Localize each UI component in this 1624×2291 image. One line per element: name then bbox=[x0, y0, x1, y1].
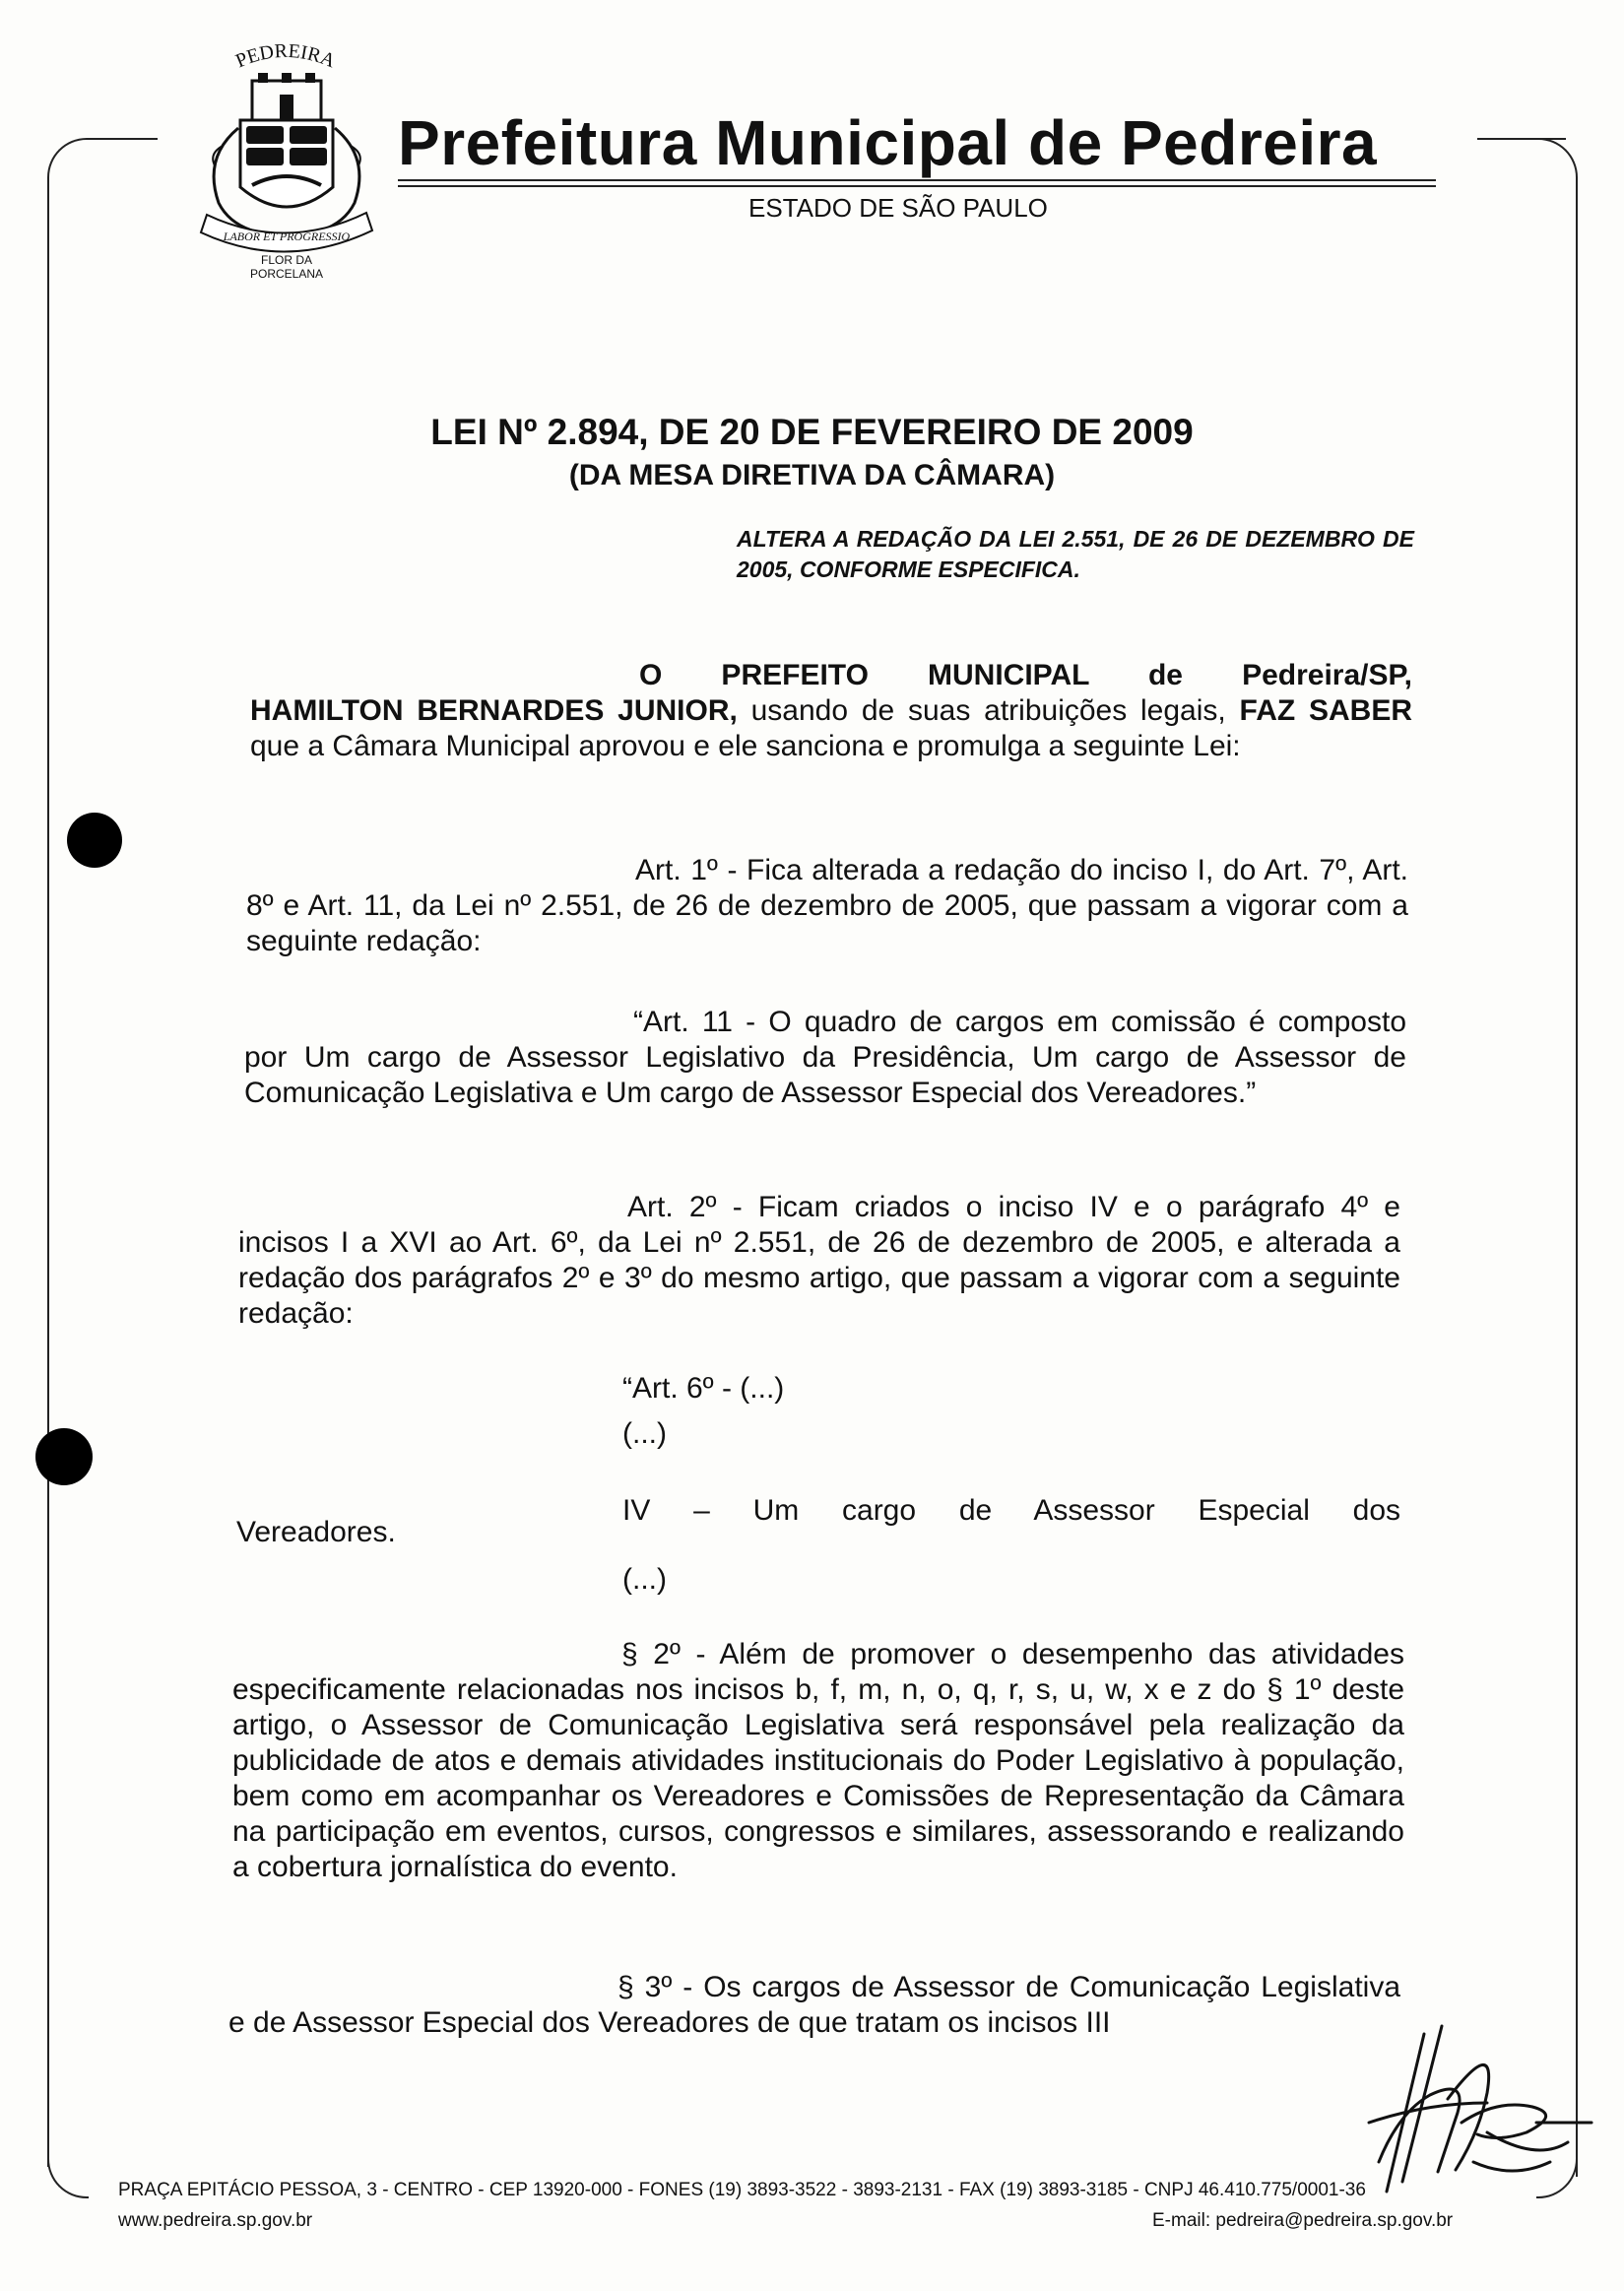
title-underline-1 bbox=[398, 179, 1436, 181]
article-1: Art. 1º - Fica alterada a redação do inciso I, do Art. 7º, Art. 8º e Art. 11, da Lei nº 2.551, de 26 de dezembro de 2005, que passam a vigorar com a seguinte redação: bbox=[246, 854, 1408, 957]
preamble-first-line: O PREFEITO MUNICIPAL de Pedreira/SP, bbox=[639, 659, 1412, 691]
handwritten-signature bbox=[1339, 2004, 1595, 2201]
preamble-text-1: usando de suas atribuições legais, bbox=[737, 694, 1240, 727]
ellipsis-1: (...) bbox=[622, 1417, 667, 1450]
binder-hole-1 bbox=[67, 813, 122, 868]
article-2: Art. 2º - Ficam criados o inciso IV e o parágrafo 4º e incisos I a XVI ao Art. 6º, da Lei nº 2.551, de 26 de dezembro de 2005, e alterada a redação dos parágrafos 2º e 3º do mesmo artigo, que passam a vigorar com a seguinte redação: bbox=[238, 1191, 1400, 1330]
frame-corner-bottom-left bbox=[47, 2157, 89, 2198]
binder-hole-2 bbox=[35, 1428, 93, 1485]
law-ementa: ALTERA A REDAÇÃO DA LEI 2.551, DE 26 DE DEZEMBRO DE 2005, CONFORME ESPECIFICA. bbox=[737, 526, 1414, 582]
municipal-coat-of-arms bbox=[167, 30, 404, 286]
footer-email[interactable]: E-mail: pedreira@pedreira.sp.gov.br bbox=[1152, 2210, 1454, 2231]
ellipsis-2: (...) bbox=[622, 1563, 667, 1596]
frame-corner-top-left bbox=[47, 138, 89, 179]
mayor-name: HAMILTON BERNARDES JUNIOR, bbox=[250, 694, 738, 727]
article-6-heading: “Art. 6º - (...) bbox=[622, 1372, 785, 1405]
article-11-quote: “Art. 11 - O quadro de cargos em comissão é composto por Um cargo de Assessor Legislativo da Presidência, Um cargo de Assessor de Comunicação Legislativa e Um cargo de Assessor Especial dos Vereadores.” bbox=[244, 1006, 1406, 1109]
faz-saber: FAZ SABER bbox=[1239, 694, 1412, 727]
letterhead-state: ESTADO DE SÃO PAULO bbox=[748, 193, 1048, 223]
law-title: LEI Nº 2.894, DE 20 DE FEVEREIRO DE 2009 bbox=[430, 412, 1194, 452]
footer-address: PRAÇA EPITÁCIO PESSOA, 3 - CENTRO - CEP 13920-000 - FONES (19) 3893-3522 - 3893-2131 - FAX (19) 3893-3185 - CNPJ 46.410.775/0001-36 bbox=[118, 2180, 1366, 2200]
seal-caption-line-2: PORCELANA bbox=[249, 267, 324, 281]
seal-caption-line-1: FLOR DA bbox=[260, 253, 313, 267]
preamble-paragraph bbox=[250, 658, 1412, 764]
frame-top-left-line bbox=[89, 138, 158, 140]
preamble-text-2: que a Câmara Municipal aprovou e ele sanciona e promulga a seguinte Lei: bbox=[250, 730, 1241, 762]
frame-top-right-line bbox=[1477, 138, 1566, 140]
title-underline-2 bbox=[398, 185, 1436, 187]
letterhead-title: Prefeitura Municipal de Pedreira bbox=[398, 107, 1378, 178]
inciso-iv-continuation: Vereadores. bbox=[236, 1516, 396, 1548]
paragraph-2: § 2º - Além de promover o desempenho das atividades especificamente relacionadas nos incisos b, f, m, n, o, q, r, s, u, w, x e z do § 1º deste artigo, o Assessor de Comunicação Legislativa será responsável pela realização da publicidade de atos e demais atividades institucionais do Poder Legislativo à população, bem como em acompanhar os Vereadores e Comissões de Representação da Câmara na participação em eventos, cursos, congressos e similares, assessorando e realizando a cobertura jornalística do evento. bbox=[232, 1638, 1404, 1883]
seal-motto: LABOR ET PROGRESSIO bbox=[223, 229, 351, 243]
law-subtitle: (DA MESA DIRETIVA DA CÂMARA) bbox=[568, 459, 1056, 491]
inciso-iv: IV – Um cargo de Assessor Especial dos bbox=[622, 1494, 1400, 1527]
footer-website[interactable]: www.pedreira.sp.gov.br bbox=[118, 2210, 313, 2231]
paragraph-3: § 3º - Os cargos de Assessor de Comunicação Legislativa e de Assessor Especial dos Vereadores de que tratam os incisos III bbox=[228, 1971, 1400, 2039]
frame-corner-top-right bbox=[1536, 138, 1578, 179]
seal-city-name: PEDREIRA bbox=[232, 39, 339, 73]
